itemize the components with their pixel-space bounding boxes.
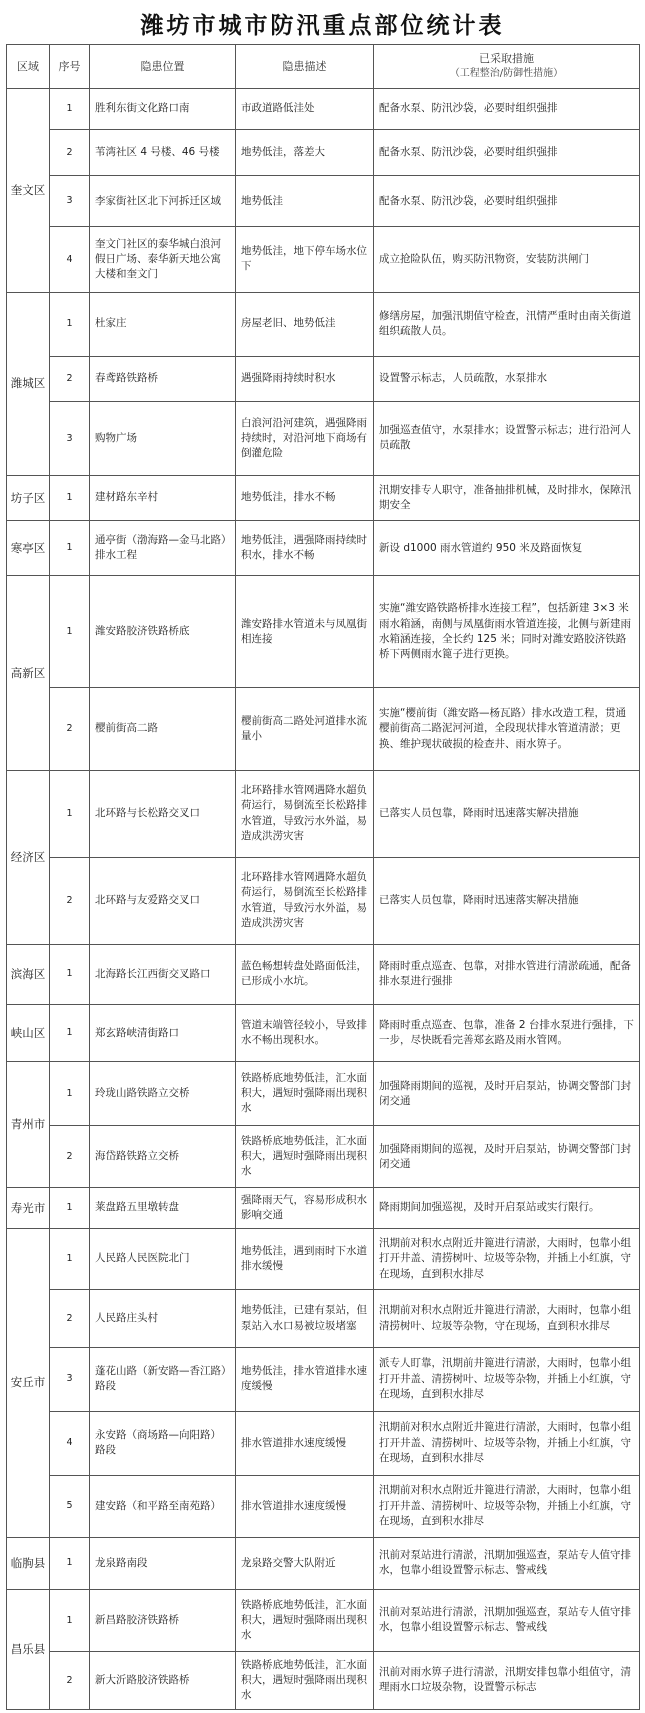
measures-cell: 汛期安排专人职守，准备抽排机械，及时排水，保障汛期安全 bbox=[374, 475, 640, 521]
seq-cell: 1 bbox=[50, 1228, 90, 1290]
measures-cell: 配备水泵、防汛沙袋，必要时组织强排 bbox=[374, 130, 640, 176]
header-row bbox=[7, 45, 640, 89]
description-cell: 排水管道排水速度缓慢 bbox=[236, 1411, 374, 1475]
table-row bbox=[7, 857, 640, 944]
seq-cell: 3 bbox=[50, 175, 90, 226]
table-row bbox=[7, 1590, 640, 1652]
seq-cell: 4 bbox=[50, 227, 90, 292]
measures-cell: 汛期前对积水点附近井篦进行清淤，大雨时，包靠小组清捞树叶、垃圾等杂物，守在现场，直到积水排尽 bbox=[374, 1290, 640, 1347]
header-measures-title: 已采取措施 bbox=[479, 52, 534, 66]
table-row bbox=[7, 1188, 640, 1229]
description-cell: 铁路桥底地势低洼，汇水面积大，遇短时强降雨出现积水 bbox=[236, 1651, 374, 1709]
table-row bbox=[7, 227, 640, 292]
header-measures-subtitle: （工程整治/防御性措施） bbox=[449, 68, 564, 80]
region-cell: 潍城区 bbox=[7, 292, 50, 475]
location-cell: 潍安路胶济铁路桥底 bbox=[90, 576, 236, 688]
location-cell: 北海路长江西街交叉路口 bbox=[90, 944, 236, 1005]
measures-cell: 加强巡查值守，水泵排水；设置警示标志；进行沿河人员疏散 bbox=[374, 402, 640, 475]
region-cell: 坊子区 bbox=[7, 475, 50, 521]
header-region: 区域 bbox=[7, 45, 50, 89]
measures-cell: 设置警示标志，人员疏散，水泵排水 bbox=[374, 356, 640, 402]
seq-cell: 1 bbox=[50, 89, 90, 130]
statistics-table bbox=[6, 44, 640, 1710]
seq-cell: 1 bbox=[50, 576, 90, 688]
region-cell: 昌乐县 bbox=[7, 1590, 50, 1710]
location-cell: 春鸢路铁路桥 bbox=[90, 356, 236, 402]
table-row bbox=[7, 944, 640, 1005]
measures-cell: 配备水泵、防汛沙袋，必要时组织强排 bbox=[374, 175, 640, 226]
measures-cell: 加强降雨期间的巡视，及时开启泵站，协调交警部门封闭交通 bbox=[374, 1062, 640, 1126]
seq-cell: 2 bbox=[50, 1651, 90, 1709]
measures-cell: 降雨期间加强巡视，及时开启泵站或实行限行。 bbox=[374, 1188, 640, 1229]
description-cell: 地势低洼，遇到雨时下水道排水缓慢 bbox=[236, 1228, 374, 1290]
header-location: 隐患位置 bbox=[90, 45, 236, 89]
table-row bbox=[7, 1228, 640, 1290]
measures-cell: 修缮房屋，加强汛期值守检查，汛情严重时由南关街道组织疏散人员。 bbox=[374, 292, 640, 356]
seq-cell: 1 bbox=[50, 1188, 90, 1229]
table-row bbox=[7, 521, 640, 576]
region-cell: 经济区 bbox=[7, 770, 50, 944]
measures-cell: 汛期前对积水点附近井篦进行清淤，大雨时，包靠小组打开井盖、清捞树叶、垃圾等杂物，并插上小红旗，守在现场，直到积水排尽 bbox=[374, 1475, 640, 1537]
region-cell: 寒亭区 bbox=[7, 521, 50, 576]
measures-cell: 汛前对泵站进行清淤，汛期加强巡查，泵站专人值守排水，包靠小组设置警示标志、警戒线 bbox=[374, 1537, 640, 1590]
location-cell: 玲珑山路铁路立交桥 bbox=[90, 1062, 236, 1126]
header-measures bbox=[374, 45, 640, 89]
description-cell: 北环路排水管网遇降水超负荷运行，易倒流至长松路排水管道，导致污水外溢，易造成洪涝灾害 bbox=[236, 770, 374, 857]
table-row bbox=[7, 1651, 640, 1709]
description-cell: 白浪河沿河建筑，遇强降雨持续时，对沿河地下商场有倒灌危险 bbox=[236, 402, 374, 475]
description-cell: 地势低洼，排水管道排水速度缓慢 bbox=[236, 1347, 374, 1411]
location-cell: 购物广场 bbox=[90, 402, 236, 475]
table-row bbox=[7, 1537, 640, 1590]
region-cell: 寿光市 bbox=[7, 1188, 50, 1229]
description-cell: 遇强降雨持续时积水 bbox=[236, 356, 374, 402]
table-body bbox=[7, 89, 640, 1710]
table-row bbox=[7, 292, 640, 356]
location-cell: 新大沂路胶济铁路桥 bbox=[90, 1651, 236, 1709]
region-cell: 奎文区 bbox=[7, 89, 50, 293]
table-row bbox=[7, 130, 640, 176]
region-cell: 滨海区 bbox=[7, 944, 50, 1005]
description-cell: 北环路排水管网遇降水超负荷运行，易倒流至长松路排水管道，导致污水外溢，易造成洪涝灾害 bbox=[236, 857, 374, 944]
measures-cell: 汛前对雨水箅子进行清淤，汛期安排包靠小组值守，清理雨水口垃圾杂物，设置警示标志 bbox=[374, 1651, 640, 1709]
location-cell: 龙泉路南段 bbox=[90, 1537, 236, 1590]
table-row bbox=[7, 402, 640, 475]
seq-cell: 4 bbox=[50, 1411, 90, 1475]
seq-cell: 1 bbox=[50, 521, 90, 576]
region-cell: 高新区 bbox=[7, 576, 50, 770]
measures-cell: 汛前对泵站进行清淤，汛期加强巡查，泵站专人值守排水，包靠小组设置警示标志、警戒线 bbox=[374, 1590, 640, 1652]
measures-cell: 已落实人员包靠，降雨时迅速落实解决措施 bbox=[374, 770, 640, 857]
measures-cell: 汛期前对积水点附近井篦进行清淤，大雨时，包靠小组打开井盖、清捞树叶、垃圾等杂物，并插上小红旗，守在现场，直到积水排尽 bbox=[374, 1411, 640, 1475]
seq-cell: 2 bbox=[50, 130, 90, 176]
description-cell: 地势低洼，遇强降雨持续时积水，排水不畅 bbox=[236, 521, 374, 576]
description-cell: 管道末端管径较小，导致排水不畅出现积水。 bbox=[236, 1005, 374, 1062]
description-cell: 樱前街高二路处河道排水流量小 bbox=[236, 688, 374, 770]
table-row bbox=[7, 1475, 640, 1537]
measures-cell: 加强降雨期间的巡视，及时开启泵站，协调交警部门封闭交通 bbox=[374, 1126, 640, 1188]
description-cell: 地势低洼，地下停车场水位下 bbox=[236, 227, 374, 292]
seq-cell: 2 bbox=[50, 1126, 90, 1188]
seq-cell: 2 bbox=[50, 1290, 90, 1347]
description-cell: 地势低洼，已建有泵站，但泵站入水口易被垃圾堵塞 bbox=[236, 1290, 374, 1347]
location-cell: 永安路（商场路—向阳路）路段 bbox=[90, 1411, 236, 1475]
location-cell: 樱前街高二路 bbox=[90, 688, 236, 770]
description-cell: 强降雨天气，容易形成积水影响交通 bbox=[236, 1188, 374, 1229]
table-row bbox=[7, 1347, 640, 1411]
seq-cell: 1 bbox=[50, 1062, 90, 1126]
description-cell: 地势低洼，排水不畅 bbox=[236, 475, 374, 521]
seq-cell: 2 bbox=[50, 688, 90, 770]
table-row bbox=[7, 1126, 640, 1188]
measures-cell: 汛期前对积水点附近井篦进行清淤，大雨时，包靠小组打开井盖、清捞树叶、垃圾等杂物，并插上小红旗，守在现场，直到积水排尽 bbox=[374, 1228, 640, 1290]
region-cell: 峡山区 bbox=[7, 1005, 50, 1062]
table-row bbox=[7, 1290, 640, 1347]
location-cell: 杜家庄 bbox=[90, 292, 236, 356]
location-cell: 蓬花山路（新安路—香江路）路段 bbox=[90, 1347, 236, 1411]
measures-cell: 已落实人员包靠，降雨时迅速落实解决措施 bbox=[374, 857, 640, 944]
table-row bbox=[7, 1005, 640, 1062]
measures-cell: 实施“潍安路铁路桥排水连接工程”，包括新建 3×3 米雨水箱涵，南侧与凤凰街雨水管道连接，北侧与新建雨水箱涵连接，全长约 125 米；同时对潍安路胶济铁路桥下两侧雨水篦子进行更换。 bbox=[374, 576, 640, 688]
location-cell: 郑玄路峡清街路口 bbox=[90, 1005, 236, 1062]
location-cell: 建材路东辛村 bbox=[90, 475, 236, 521]
measures-cell: 配备水泵、防汛沙袋，必要时组织强排 bbox=[374, 89, 640, 130]
seq-cell: 2 bbox=[50, 356, 90, 402]
region-cell: 青州市 bbox=[7, 1062, 50, 1188]
location-cell: 新昌路胶济铁路桥 bbox=[90, 1590, 236, 1652]
location-cell: 人民路人民医院北门 bbox=[90, 1228, 236, 1290]
seq-cell: 1 bbox=[50, 1537, 90, 1590]
description-cell: 排水管道排水速度缓慢 bbox=[236, 1475, 374, 1537]
seq-cell: 1 bbox=[50, 944, 90, 1005]
page-title: 潍坊市城市防汛重点部位统计表 bbox=[140, 12, 505, 39]
seq-cell: 1 bbox=[50, 770, 90, 857]
table-row bbox=[7, 688, 640, 770]
table-row bbox=[7, 175, 640, 226]
description-cell: 龙泉路交警大队附近 bbox=[236, 1537, 374, 1590]
table-row bbox=[7, 770, 640, 857]
description-cell: 铁路桥底地势低洼，汇水面积大，遇短时强降雨出现积水 bbox=[236, 1062, 374, 1126]
table-row bbox=[7, 1411, 640, 1475]
location-cell: 通亭街（渤海路—金马北路）排水工程 bbox=[90, 521, 236, 576]
region-cell: 临朐县 bbox=[7, 1537, 50, 1590]
description-cell: 市政道路低洼处 bbox=[236, 89, 374, 130]
description-cell: 铁路桥底地势低洼，汇水面积大，遇短时强降雨出现积水 bbox=[236, 1126, 374, 1188]
location-cell: 苇湾社区 4 号楼、46 号楼 bbox=[90, 130, 236, 176]
seq-cell: 1 bbox=[50, 292, 90, 356]
measures-cell: 降雨时重点巡查、包靠，对排水管进行清淤疏通，配备排水泵进行强排 bbox=[374, 944, 640, 1005]
table-row bbox=[7, 89, 640, 130]
location-cell: 建安路（和平路至南苑路） bbox=[90, 1475, 236, 1537]
measures-cell: 派专人盯靠，汛期前井篦进行清淤，大雨时，包靠小组打开井盖、清捞树叶、垃圾等杂物，并插上小红旗，守在现场，直到积水排尽 bbox=[374, 1347, 640, 1411]
description-cell: 地势低洼，落差大 bbox=[236, 130, 374, 176]
description-cell: 房屋老旧、地势低洼 bbox=[236, 292, 374, 356]
seq-cell: 1 bbox=[50, 1005, 90, 1062]
seq-cell: 2 bbox=[50, 857, 90, 944]
location-cell: 北环路与长松路交叉口 bbox=[90, 770, 236, 857]
location-cell: 奎文门社区的泰华城白浪河假日广场、泰华新天地公寓大楼和奎文门 bbox=[90, 227, 236, 292]
location-cell: 李家街社区北下河拆迁区域 bbox=[90, 175, 236, 226]
seq-cell: 5 bbox=[50, 1475, 90, 1537]
measures-cell: 降雨时重点巡查、包靠，准备 2 台排水泵进行强排，下一步，尽快既看完善郑玄路及雨水管网。 bbox=[374, 1005, 640, 1062]
location-cell: 人民路庄头村 bbox=[90, 1290, 236, 1347]
table-row bbox=[7, 475, 640, 521]
description-cell: 铁路桥底地势低洼，汇水面积大，遇短时强降雨出现积水 bbox=[236, 1590, 374, 1652]
measures-cell: 新设 d1000 雨水管道约 950 米及路面恢复 bbox=[374, 521, 640, 576]
description-cell: 潍安路排水管道未与凤凰街相连接 bbox=[236, 576, 374, 688]
measures-cell: 成立抢险队伍，购买防汛物资，安装防洪闸门 bbox=[374, 227, 640, 292]
seq-cell: 3 bbox=[50, 402, 90, 475]
table-row bbox=[7, 576, 640, 688]
location-cell: 胜利东街文化路口南 bbox=[90, 89, 236, 130]
description-cell: 蓝色畅想转盘处路面低洼，已形成小水坑。 bbox=[236, 944, 374, 1005]
table-row bbox=[7, 1062, 640, 1126]
description-cell: 地势低洼 bbox=[236, 175, 374, 226]
location-cell: 海岱路铁路立交桥 bbox=[90, 1126, 236, 1188]
measures-cell: 实施“樱前街（潍安路—杨瓦路）排水改造工程，贯通樱前街高二路泥河河道，全段现状排水管道清淤；更换、维护现状破损的检查井、雨水箅子。 bbox=[374, 688, 640, 770]
seq-cell: 3 bbox=[50, 1347, 90, 1411]
header-description: 隐患描述 bbox=[236, 45, 374, 89]
seq-cell: 1 bbox=[50, 475, 90, 521]
table-row bbox=[7, 356, 640, 402]
location-cell: 莱盘路五里墩转盘 bbox=[90, 1188, 236, 1229]
header-seq: 序号 bbox=[50, 45, 90, 89]
seq-cell: 1 bbox=[50, 1590, 90, 1652]
location-cell: 北环路与友爱路交叉口 bbox=[90, 857, 236, 944]
region-cell: 安丘市 bbox=[7, 1228, 50, 1537]
